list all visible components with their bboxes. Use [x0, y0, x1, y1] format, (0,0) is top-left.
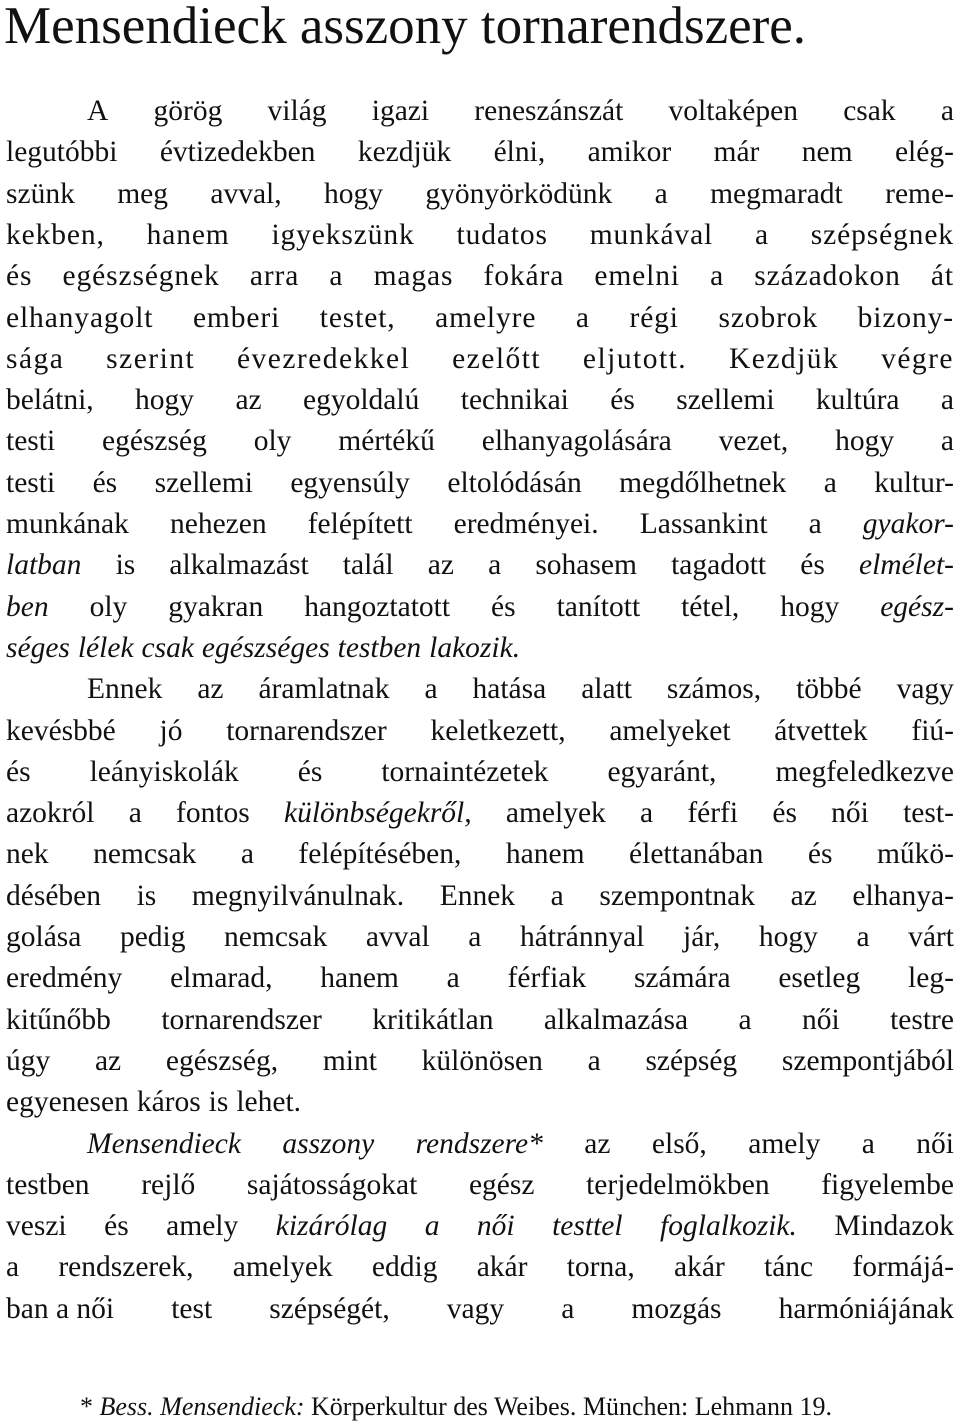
- word: eljutott.: [582, 342, 688, 375]
- word: nem: [801, 136, 853, 169]
- word: hogy: [324, 177, 384, 210]
- word: Kezdjük: [728, 342, 840, 375]
- word: az: [197, 673, 224, 706]
- word: testtel: [552, 1210, 623, 1243]
- word: elhanyagolt: [6, 301, 154, 334]
- word: különösen: [421, 1044, 543, 1077]
- word: kekben,: [6, 218, 105, 251]
- word: a: [240, 838, 254, 871]
- page-title: Mensendieck asszony tornarendszere.: [4, 0, 807, 55]
- word: a: [6, 1251, 20, 1284]
- word: a: [654, 177, 668, 210]
- text-line: [6, 792, 954, 834]
- word: a: [856, 921, 870, 953]
- word: és: [6, 260, 33, 293]
- word: hanem: [320, 962, 399, 995]
- word: várt: [908, 921, 954, 953]
- word: munkának: [6, 508, 129, 540]
- word: szempontnak: [599, 879, 755, 912]
- word: séges: [6, 631, 70, 664]
- footnote-marker: *: [80, 1392, 100, 1421]
- word: emberi: [192, 301, 281, 334]
- text-line: [6, 916, 954, 958]
- word: és: [491, 590, 516, 623]
- word: alkalmazása: [543, 1003, 689, 1036]
- word: testi: [6, 466, 56, 499]
- word: leg-: [908, 962, 954, 995]
- word: emelni: [594, 260, 680, 293]
- text-line: [6, 999, 954, 1041]
- text-line: [87, 90, 954, 132]
- text-line: [6, 875, 954, 917]
- word: kritikátlan: [372, 1003, 494, 1036]
- word: görög: [153, 95, 223, 127]
- word: veszi: [6, 1210, 67, 1243]
- word: szépség: [645, 1044, 738, 1077]
- word: kultur-: [874, 466, 954, 499]
- word: alatt: [581, 673, 632, 706]
- word: és: [6, 755, 31, 788]
- word: avval: [365, 921, 430, 953]
- word: a: [468, 921, 482, 953]
- word: ben: [6, 590, 49, 623]
- word: testi: [6, 425, 56, 458]
- word: szépségnek: [810, 218, 954, 251]
- word: hangoztatott: [304, 590, 451, 623]
- word: műkö-: [876, 838, 954, 871]
- word: egészséges: [201, 631, 330, 664]
- text-line: [6, 586, 954, 628]
- text-line: [6, 255, 954, 297]
- word: tornarendszer: [226, 714, 387, 747]
- word: Mindazok: [834, 1210, 954, 1243]
- word: női: [801, 1003, 840, 1036]
- word: egyenesen: [6, 1086, 129, 1119]
- word: oly: [253, 425, 292, 458]
- word: a: [940, 95, 954, 127]
- word: különbségekről,: [284, 797, 472, 830]
- word: eredményei.: [453, 508, 599, 540]
- word: tudatos: [456, 218, 548, 251]
- word: többé: [796, 673, 862, 706]
- word: nehezen: [169, 508, 267, 540]
- word: lakozik.: [429, 631, 521, 664]
- word: eltolódásán: [447, 466, 582, 499]
- word: A: [87, 95, 109, 127]
- word: a: [424, 1210, 440, 1243]
- word: a: [128, 797, 142, 830]
- word: az: [235, 384, 262, 417]
- word: terjedelmökben: [586, 1168, 770, 1201]
- word: évezredekkel: [236, 342, 411, 375]
- text-line: [6, 627, 954, 669]
- word: pedig: [119, 921, 186, 953]
- word: első,: [651, 1127, 707, 1160]
- word: tagadott: [671, 549, 767, 582]
- word: hatása: [472, 673, 547, 706]
- word: szünk: [6, 177, 75, 210]
- word: már: [713, 136, 760, 169]
- word: meg: [117, 177, 168, 210]
- word: élni,: [493, 136, 546, 169]
- word: akár: [673, 1251, 725, 1284]
- footnote-text: Körperkultur des Weibes. München: Lehmann 19.: [304, 1392, 832, 1421]
- word: áramlatnak: [258, 673, 390, 706]
- word: felépített: [307, 508, 413, 540]
- text-line: [6, 1081, 954, 1123]
- word: asszony: [282, 1127, 375, 1160]
- word: egészség: [102, 425, 207, 458]
- text-line: [87, 1123, 954, 1165]
- word: Ennek: [87, 673, 163, 706]
- word: kezdjük: [357, 136, 452, 169]
- word: női: [916, 1127, 954, 1160]
- word: megmaradt: [710, 177, 843, 210]
- word: csak: [141, 631, 194, 664]
- word: Mensendieck: [87, 1127, 241, 1160]
- word: golása: [6, 921, 82, 953]
- word: hogy: [758, 921, 818, 953]
- word: a: [488, 549, 502, 582]
- word: torna,: [566, 1251, 635, 1284]
- text-line: [6, 1288, 954, 1330]
- word: szellemi: [676, 384, 775, 417]
- word: kultúra: [815, 384, 900, 417]
- word: désében: [6, 879, 102, 912]
- word: belátni,: [6, 384, 94, 417]
- word: számos,: [666, 673, 762, 706]
- text-line: [6, 462, 954, 504]
- word: gyakor-: [862, 508, 954, 540]
- text-line: [6, 544, 954, 586]
- word: kizárólag: [275, 1210, 388, 1243]
- word: hogy: [135, 384, 195, 417]
- word: és: [807, 838, 833, 871]
- word: szépségét,: [269, 1292, 390, 1325]
- word: megfeledkezve: [775, 755, 954, 788]
- word: és: [800, 549, 825, 582]
- word: sága: [6, 342, 65, 375]
- word: felépítésében,: [298, 838, 462, 871]
- word: női: [476, 1210, 515, 1243]
- word: formájá-: [852, 1251, 954, 1284]
- word: hátránnyal: [519, 921, 645, 953]
- word: hogy: [835, 425, 895, 458]
- word: gyakran: [168, 590, 264, 623]
- text-line: [6, 1246, 954, 1288]
- text-line: [6, 379, 954, 421]
- word: csak: [843, 95, 896, 127]
- word: az: [790, 879, 817, 912]
- word: és: [772, 797, 797, 830]
- word: latban: [6, 549, 82, 582]
- word: rendszerek,: [58, 1251, 194, 1284]
- word: egyaránt,: [607, 755, 717, 788]
- word: számára: [633, 962, 731, 995]
- word: test: [171, 1292, 213, 1325]
- word: fontos: [176, 797, 250, 830]
- word: a: [940, 384, 954, 417]
- word: nemcsak: [93, 838, 197, 871]
- word: avval,: [210, 177, 282, 210]
- word: a: [640, 797, 654, 830]
- word: akár: [476, 1251, 528, 1284]
- word: és: [297, 755, 323, 788]
- word: úgy: [6, 1044, 51, 1077]
- word: hogy: [780, 590, 840, 623]
- word: bizony-: [857, 301, 954, 334]
- word: figyelembe: [821, 1168, 954, 1201]
- word: fokára: [483, 260, 565, 293]
- word: a: [710, 260, 725, 293]
- word: évtizedekben: [159, 136, 316, 169]
- word: hanem: [505, 838, 585, 871]
- word: eddig: [371, 1251, 438, 1284]
- word: elmarad,: [170, 962, 273, 995]
- word: szempontjából: [781, 1044, 954, 1077]
- word: nemcsak: [224, 921, 328, 953]
- word: egészségnek: [62, 260, 220, 293]
- word: és: [104, 1210, 129, 1243]
- word: az: [584, 1127, 611, 1160]
- word: elmélet-: [859, 549, 954, 582]
- word: és: [610, 384, 635, 417]
- word: munkával: [589, 218, 714, 251]
- word: a: [446, 962, 460, 995]
- footnote-author: Bess. Mensendieck:: [99, 1392, 305, 1421]
- word: mértékű: [338, 425, 435, 458]
- text-line: [6, 1164, 954, 1206]
- word: szerint: [106, 342, 196, 375]
- text-line: [6, 420, 954, 462]
- word: amelyek: [505, 797, 606, 830]
- word: a: [861, 1127, 875, 1160]
- word: világ: [267, 95, 327, 127]
- word: férfi: [687, 797, 739, 830]
- word: káros: [136, 1086, 201, 1119]
- word: voltaképen: [668, 95, 798, 127]
- word: szellemi: [154, 466, 253, 499]
- word: egyoldalú: [303, 384, 420, 417]
- word: megdőlhetnek: [619, 466, 787, 499]
- text-line: [6, 833, 954, 875]
- word: ban a női: [6, 1292, 115, 1325]
- word: egyensúly: [290, 466, 410, 499]
- word: tanított: [556, 590, 641, 623]
- word: fiú-: [911, 714, 954, 747]
- word: jó: [159, 714, 183, 747]
- word: talál: [342, 549, 394, 582]
- word: át: [930, 260, 954, 293]
- word: századokon: [754, 260, 901, 293]
- word: tétel,: [681, 590, 740, 623]
- word: rejlő: [141, 1168, 196, 1201]
- text-line: [6, 1040, 954, 1082]
- word: a: [808, 508, 822, 540]
- text-line: [6, 214, 954, 256]
- word: a: [575, 301, 590, 334]
- word: legutóbbi: [6, 136, 118, 169]
- text-line: [6, 957, 954, 999]
- word: sajátosságokat: [246, 1168, 418, 1201]
- word: testet,: [319, 301, 396, 334]
- word: végre: [881, 342, 954, 375]
- word: a: [940, 425, 954, 458]
- word: a: [424, 673, 438, 706]
- word: női: [831, 797, 869, 830]
- word: vezet,: [718, 425, 789, 458]
- word: test-: [903, 797, 954, 830]
- text-line: [6, 1205, 954, 1247]
- word: vagy: [896, 673, 954, 706]
- word: a: [329, 260, 344, 293]
- word: mint: [322, 1044, 377, 1077]
- word: harmóniájának: [778, 1292, 954, 1325]
- word: a: [550, 879, 564, 912]
- text-line: [87, 668, 954, 710]
- word: tornaintézetek: [381, 755, 549, 788]
- text-line: [6, 131, 954, 173]
- word: régi: [629, 301, 679, 334]
- word: elég-: [894, 136, 954, 169]
- word: vagy: [446, 1292, 505, 1325]
- word: az: [94, 1044, 122, 1077]
- word: rendszere*: [415, 1127, 543, 1160]
- word: testben: [6, 1168, 90, 1201]
- word: élettanában: [629, 838, 764, 871]
- word: is: [208, 1086, 229, 1119]
- word: és: [92, 466, 118, 499]
- text-line: [6, 173, 954, 215]
- footnote: [80, 1390, 832, 1424]
- word: foglalkozik.: [660, 1210, 797, 1243]
- word: arra: [249, 260, 300, 293]
- word: hanem: [146, 218, 230, 251]
- word: amely: [166, 1210, 239, 1243]
- word: is: [115, 549, 136, 582]
- word: oly: [89, 590, 128, 623]
- word: amelyeket: [609, 714, 731, 747]
- word: testben: [337, 631, 422, 664]
- word: átvettek: [774, 714, 868, 747]
- word: Ennek: [439, 879, 516, 912]
- text-line: [6, 503, 954, 545]
- word: szobrok: [718, 301, 819, 334]
- word: igazi: [371, 95, 430, 127]
- word: igyekszünk: [271, 218, 415, 251]
- word: amelyre: [435, 301, 537, 334]
- word: elhanya-: [852, 879, 954, 912]
- word: keletkezett,: [430, 714, 566, 747]
- word: kevésbbé: [6, 714, 116, 747]
- word: gyönyörködünk: [425, 177, 613, 210]
- text-line: [6, 297, 954, 339]
- word: a: [823, 466, 837, 499]
- word: Lassankint: [639, 508, 768, 540]
- text-line: [6, 710, 954, 752]
- word: kitűnőbb: [6, 1003, 111, 1036]
- text-line: [6, 338, 954, 380]
- word: leányiskolák: [89, 755, 239, 788]
- word: reme-: [885, 177, 954, 210]
- word: a: [738, 1003, 752, 1036]
- word: testre: [890, 1003, 954, 1036]
- word: alkalmazást: [169, 549, 309, 582]
- word: lélek: [77, 631, 134, 664]
- word: a: [754, 218, 769, 251]
- word: sohasem: [535, 549, 637, 582]
- word: az: [427, 549, 454, 582]
- word: amikor: [587, 136, 672, 169]
- word: tornarendszer: [161, 1003, 322, 1036]
- word: a: [587, 1044, 601, 1077]
- word: technikai: [460, 384, 569, 417]
- word: mozgás: [631, 1292, 722, 1325]
- word: esetleg: [778, 962, 861, 995]
- word: reneszánszát: [474, 95, 624, 127]
- word: elhanyagolására: [481, 425, 672, 458]
- word: ezelőtt: [452, 342, 542, 375]
- word: azokról: [6, 797, 95, 830]
- word: magas: [373, 260, 454, 293]
- word: eredmény: [6, 962, 123, 995]
- word: jár,: [683, 921, 721, 953]
- word: egészség,: [165, 1044, 279, 1077]
- word: amelyek: [232, 1251, 333, 1284]
- word: lehet.: [236, 1086, 302, 1119]
- word: nek: [6, 838, 49, 871]
- text-line: [6, 751, 954, 793]
- word: férfiak: [507, 962, 587, 995]
- word: tánc: [764, 1251, 814, 1284]
- word: amely: [748, 1127, 821, 1160]
- word: megnyilvánulnak.: [191, 879, 405, 912]
- word: egész-: [880, 590, 954, 623]
- word: a: [561, 1292, 575, 1325]
- word: egész: [468, 1168, 535, 1201]
- word: is: [136, 879, 157, 912]
